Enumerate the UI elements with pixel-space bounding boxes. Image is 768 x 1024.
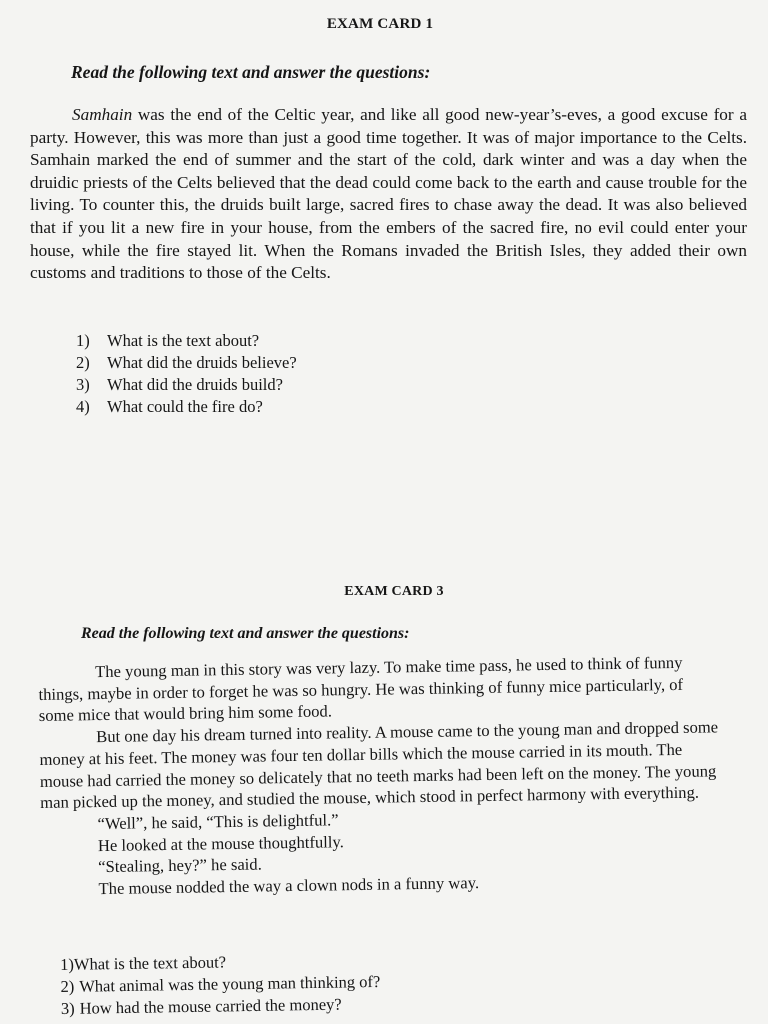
question-number: 1) (60, 954, 75, 974)
reading-passage (38, 651, 722, 900)
question-text: What did the druids believe? (107, 353, 297, 372)
card-instruction: Read the following text and answer the questions: (81, 625, 410, 642)
question-text: What could the fire do? (107, 397, 263, 416)
passage-paragraph: The young man in this story was very lazy. To make time pass, he used to think of funny things, maybe in order to forget he was so hungry. He was thinking of funny mice particularly, of some mice that would bring him some food. (38, 652, 684, 726)
question-list (60, 949, 381, 1020)
question-number: 4) (76, 397, 90, 416)
passage-paragraph: But one day his dream turned into reality. A mouse came to the young man and dropped some money at his feet. The money was four ten dollar bills which the mouse carried in its mouth. The mouse had carried the money so delicately that no teeth marks had been left on the money. The young man picked up the money, and studied the mouse, which stood in perfect harmony with everything. (39, 717, 719, 813)
passage-term: Samhain (72, 105, 133, 124)
question-number: 2) (60, 976, 75, 996)
dialogue-line: The mouse nodded the way a clown nods in a funny way. (98, 873, 480, 899)
question-text: How had the mouse carried the money? (79, 994, 342, 1018)
dialogue-line: “Well”, he said, “This is delightful.” (97, 810, 339, 834)
question-item (61, 993, 381, 1020)
question-text: What did the druids build? (107, 375, 283, 394)
card-title: EXAM CARD 3 (344, 584, 444, 599)
dialogue-line: He looked at the mouse thoughtfully. (97, 831, 344, 855)
question-number: 3) (60, 998, 75, 1018)
question-text: What is the text about? (73, 952, 227, 974)
question-item (76, 352, 297, 374)
passage-text: was the end of the Celtic year, and like all good new-year’s-eves, a good excuse for a party. However, this was more than just a good time together. It was of major importance to the Celts. Samhain marked the end of summer and the start of the cold, dark winter and was a day when the druidic priests of the Celts believed that the dead could come back to the earth and cause trouble for the living. To counter this, the druids built large, sacred fires to chase away the dead. It was also believed that if you lit a new fire in your house, from the embers of the sacred fire, no evil could enter your house, while the fire stayed lit. When the Romans invaded the British Isles, they added their own customs and traditions to those of the Celts. (30, 105, 747, 283)
question-text: What is the text about? (107, 331, 260, 350)
question-text: What animal was the young man thinking of? (79, 971, 381, 996)
dialogue-line: “Stealing, hey?” he said. (98, 854, 262, 877)
question-item (76, 396, 297, 418)
card-instruction: Read the following text and answer the questions: (71, 62, 431, 82)
reading-passage (30, 104, 747, 285)
card-title: EXAM CARD 1 (326, 16, 434, 32)
question-number: 2) (76, 353, 90, 372)
passage-paragraph (30, 104, 747, 285)
question-list (76, 330, 297, 418)
question-item (76, 374, 297, 396)
question-number: 1) (76, 331, 90, 350)
question-item (76, 330, 297, 352)
question-number: 3) (76, 375, 90, 394)
